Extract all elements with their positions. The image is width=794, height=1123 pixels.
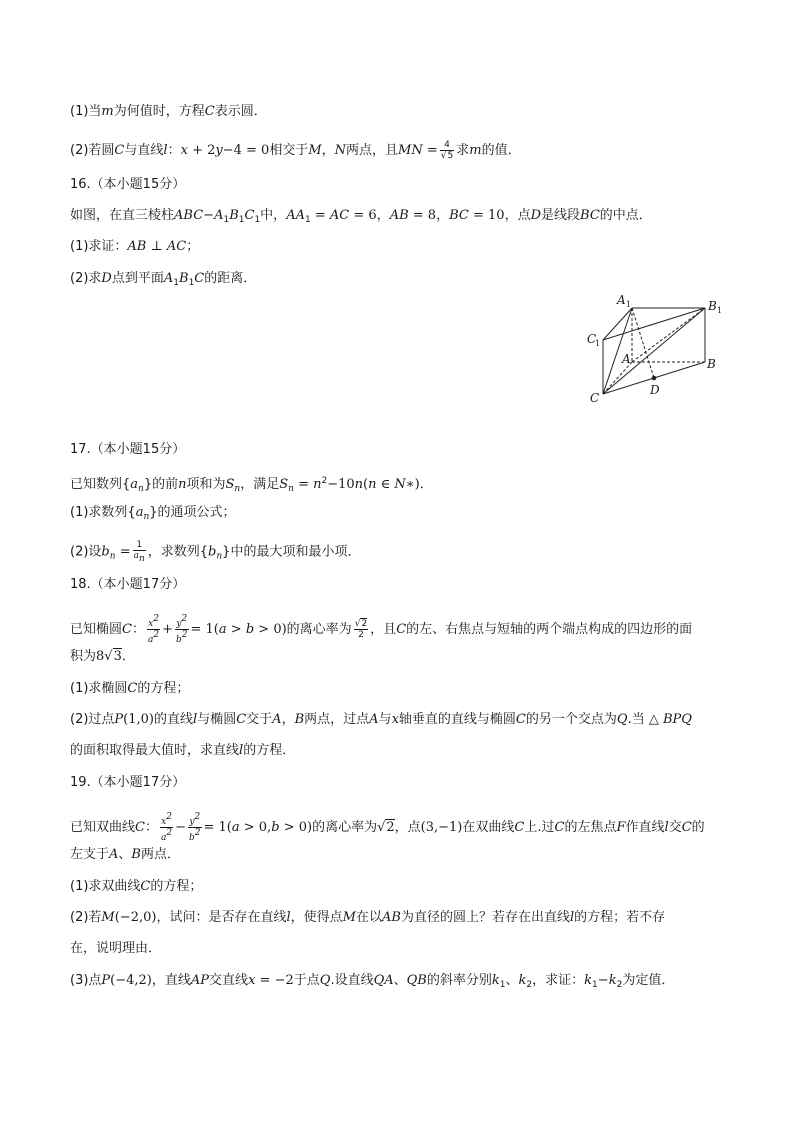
q17-stem: 已知数列$\{a_n\}$的前n项和为$S_n$，满足$S_n = n^2-10n(n$ ∈ N∗)． <box>70 476 433 494</box>
q16-part1: (1)求证：AB ⊥ AC； <box>70 239 200 254</box>
q19-part2b: 在，说明理由． <box>70 941 162 956</box>
label-B1: B <box>708 299 717 313</box>
label-D: D <box>650 383 660 397</box>
q19-part2a: (2)若M(−2,0)，试问：是否存在直线l，使得点M在以AB为直径的圆上？若存在出直线l的方程；若不存 <box>70 910 666 925</box>
q18-header: 18.（本小题17分） <box>70 577 186 592</box>
q15-part1: (1)当m为何值时，方程C表示圆． <box>70 104 267 119</box>
q18-part2a: (2)过点P(1,0)的直线l与椭圆C交于A，B两点，过点A与x轴垂直的直线与椭圆C的另一个交点为Q.当 △ BPQ <box>70 712 692 727</box>
label-A1: A <box>617 293 626 307</box>
label-C1: C <box>587 332 597 346</box>
q19-part3: (3)点P(−4,2)，直线AP交直线x = −2于点Q.设直线QA、QB的斜率分别$k_1$、$k_2$，求证：$k_1-k_2$为定值． <box>70 973 675 990</box>
q16-header: 16.（本小题15分） <box>70 177 186 192</box>
q18-part2b: 的面积取得最大值时，求直线l的方程． <box>70 743 296 758</box>
prism-figure <box>580 288 730 408</box>
q19-header: 19.（本小题17分） <box>70 775 186 790</box>
q16-stem: 如图，在直三棱柱$ABC-A_1B_1C_1$中，$AA_1$ = AC = 6，AB = 8，BC = 10，点D是线段BC的中点． <box>70 208 652 225</box>
q15-part2: (2)若圆C与直线l：x + 2y−4 = 0相交于M，N两点，且MN = $\frac{4}{√5}$ 求m的值． <box>70 140 521 161</box>
label-A: A <box>622 352 631 366</box>
q18-stem1: 已知椭圆C： $\frac{x^2}{a^2}$ + $\frac{y^2}{b^2}$ = 1(a > b > 0)的离心率为 $\frac{√2}{2}$ ，且C的左、右焦点与短轴的两个端点构成的四边形的面 <box>70 614 693 645</box>
q17-part1: (1)求数列$\{a_n\}$的通项公式； <box>70 505 236 522</box>
svg-text:1: 1 <box>595 339 601 348</box>
svg-text:1: 1 <box>626 300 632 309</box>
q19-part1: (1)求双曲线C的方程； <box>70 879 203 894</box>
label-B: B <box>707 357 716 371</box>
q18-part1: (1)求椭圆C的方程； <box>70 681 190 696</box>
q18-stem2: 积为8√3． <box>70 649 135 664</box>
q16-part2: (2)求D点到平面$A_1B_1C$的距离． <box>70 271 257 288</box>
q19-stem2: 左支于A、B两点． <box>70 847 180 862</box>
q17-part2: (2)设$b_n$ = $\frac{1}{a_n}$ ，求数列$\{b_n\}$中的最大项和最小项． <box>70 540 361 564</box>
q17-header: 17.（本小题15分） <box>70 442 186 457</box>
svg-text:1: 1 <box>717 306 723 315</box>
q19-stem1: 已知双曲线C： $\frac{x^2}{a^2}$ − $\frac{y^2}{b^2}$ = 1(a > 0,b > 0)的离心率为√2，点(3,−1)在双曲线C上.过C的左焦点F作直线l交C的 <box>70 812 705 843</box>
label-C: C <box>590 391 600 405</box>
